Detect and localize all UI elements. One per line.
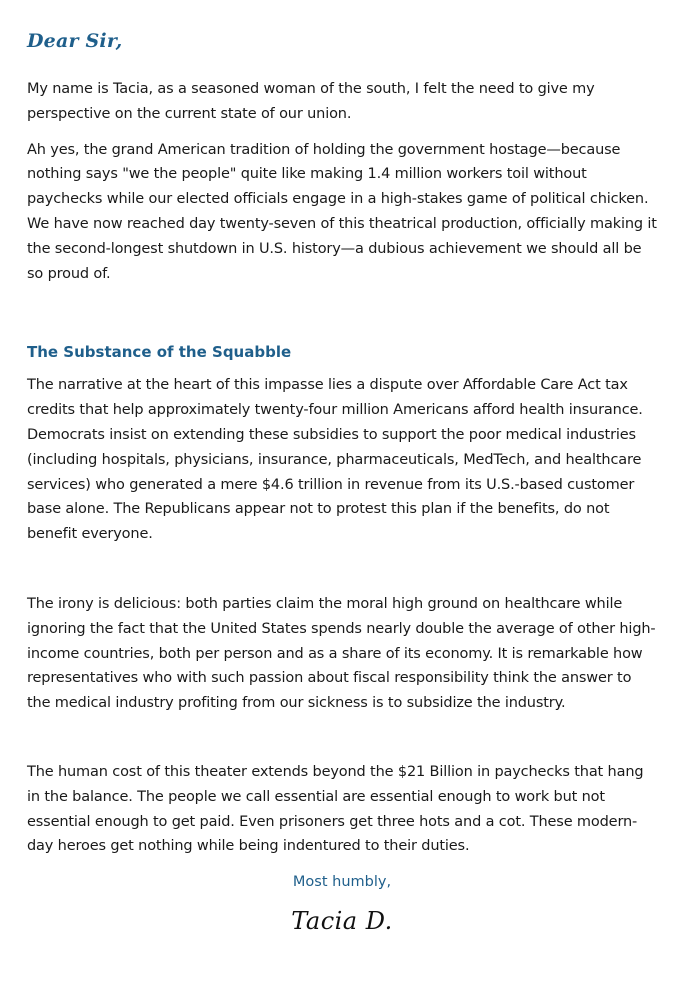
intro-paragraph: My name is Tacia, as a seasoned woman of the south, I felt the need to give my perspective on the current state of our union. — [27, 81, 595, 122]
section-heading: The Substance of the Squabble — [27, 343, 292, 362]
signature: Tacia D. — [291, 907, 393, 936]
spacer — [27, 727, 657, 760]
irony-paragraph: The irony is delicious: both parties claim the moral high ground on healthcare while ignoring the fact that the United States spends nearly double the average of other high-income countries, both per person and as a share of its economy. It is remarkable how representatives who with such passion about fiscal responsibility think the answer to the medical industry profiting from our sickness is to subsidize the industry. — [27, 595, 656, 712]
letter — [27, 30, 657, 935]
human-cost-paragraph: The human cost of this theater extends beyond the $21 Billion in paychecks that hang in the balance. The people we call essential are essential enough to work but not essential enough to get paid. Even prisoners get three hots and a cot. These modern-day heroes get nothing while being indentured to their duties. — [27, 763, 644, 855]
closing-line: Most humbly, — [292, 874, 392, 891]
shutdown-paragraph: Ah yes, the grand American tradition of holding the government hostage—because nothing says "we the people" quite like making 1.4 million workers toil without paychecks while our elected officials engage in a high-stakes game of political chicken. We have now reached day twenty-seven of this theatrical production, officially making it the second-longest shutdown in U.S. history—a dubious achievement we should all be so proud of. — [27, 141, 657, 282]
spacer — [27, 558, 657, 592]
salutation: Dear Sir, — [27, 30, 123, 52]
substance-paragraph: The narrative at the heart of this impasse lies a dispute over Affordable Care Act tax credits that help approximately twenty-four million Americans afford health insurance. Democrats insist on extending these subsidies to support the poor medical industries (including hospitals, physicians, insurance, pharmaceuticals, MedTech, and healthcare services) who generated a mere $4.6 trillion in revenue from its U.S.-based customer base alone. The Republicans appear not to protest this plan if the benefits, do not benefit everyone. — [27, 377, 643, 543]
spacer — [27, 297, 657, 341]
